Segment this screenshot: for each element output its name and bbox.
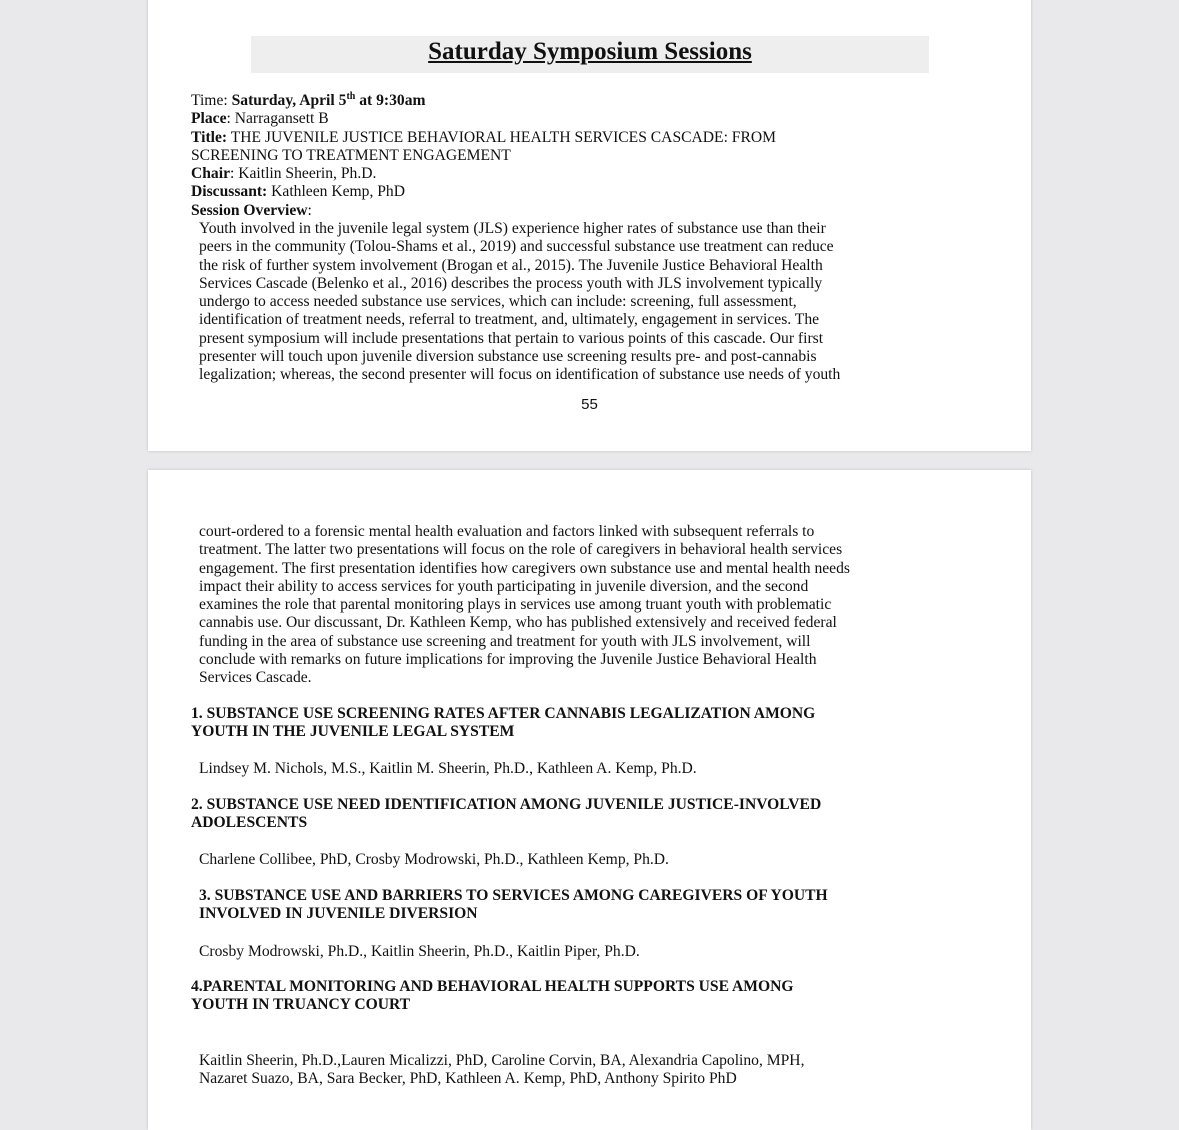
paragraph-line: undergo to access needed substance use services, which can include: screening, full assessment,: [199, 293, 797, 311]
page-title: Saturday Symposium Sessions: [428, 38, 752, 65]
time-value: Saturday, April 5: [231, 92, 347, 109]
paragraph-line: treatment. The latter two presentations will focus on the role of caregivers in behavioral health services: [199, 541, 843, 559]
page-number: 55: [581, 396, 598, 413]
heading-line: 4.PARENTAL MONITORING AND BEHAVIORAL HEALTH SUPPORTS USE AMONG: [191, 978, 794, 995]
paragraph-line: identification of treatment needs, referral to treatment, and, ultimately, engagement in services. The: [199, 311, 820, 329]
overview-paragraph: [199, 220, 840, 385]
paragraph-line: peers in the community (Tolou-Shams et al., 2019) and successful substance use treatment can reduce: [199, 238, 834, 256]
session-details: [191, 92, 851, 220]
paragraph-line: funding in the area of substance use screening and treatment for youth with JLS involvement, will: [199, 632, 811, 650]
presentation-3-authors: Crosby Modrowski, Ph.D., Kaitlin Sheerin, Ph.D., Kaitlin Piper, Ph.D.: [199, 943, 640, 960]
heading-line: 2. SUBSTANCE USE NEED IDENTIFICATION AMONG JUVENILE JUSTICE-INVOLVED: [191, 796, 822, 813]
paragraph-line: Services Cascade.: [199, 669, 312, 687]
discussant-row: [191, 183, 851, 201]
authors-line: Nazaret Suazo, BA, Sara Becker, PhD, Kathleen A. Kemp, PhD, Anthony Spirito PhD: [199, 1070, 737, 1088]
title-row: [191, 129, 851, 147]
paragraph-line: presenter will touch upon juvenile diversion substance use screening results pre- and post-cannabis: [199, 348, 817, 366]
presentation-4-title: [191, 978, 794, 1015]
title-label: Title:: [191, 128, 228, 146]
place-label: Place: [191, 110, 227, 128]
paragraph-line: the risk of further system involvement (Brogan et al., 2015). The Juvenile Justice Behavioral Health: [199, 256, 823, 274]
discussant-label: Discussant:: [191, 183, 268, 201]
presentation-2-authors: Charlene Collibee, PhD, Crosby Modrowski, Ph.D., Kathleen Kemp, Ph.D.: [199, 851, 669, 868]
chair-value: Kaitlin Sheerin, Ph.D.: [238, 165, 377, 183]
document-page-56: [148, 470, 1031, 1130]
time-label: Time: [191, 92, 224, 109]
heading-line: 3. SUBSTANCE USE AND BARRIERS TO SERVICES AMONG CAREGIVERS OF YOUTH: [199, 887, 828, 904]
overview-continuation: [199, 523, 850, 688]
paragraph-line: Youth involved in the juvenile legal system (JLS) experience higher rates of substance use than their: [199, 220, 826, 237]
chair-row: Chair: Kaitlin Sheerin, Ph.D.: [191, 165, 377, 183]
heading-line: YOUTH IN TRUANCY COURT: [191, 996, 411, 1014]
paragraph-line: impact their ability to access services for youth participating in juvenile diversion, and the second: [199, 577, 809, 595]
paragraph-line: cannabis use. Our discussant, Dr. Kathleen Kemp, who has published extensively and received federal: [199, 614, 837, 632]
presentation-1-authors: Lindsey M. Nichols, M.S., Kaitlin M. Sheerin, Ph.D., Kathleen A. Kemp, Ph.D.: [199, 760, 697, 777]
place-value: Narragansett B: [234, 110, 329, 128]
paragraph-line: examines the role that parental monitoring plays in services use among truant youth with problematic: [199, 596, 832, 614]
paragraph-line: legalization; whereas, the second presenter will focus on identification of substance use needs of youth: [199, 366, 841, 384]
paragraph-line: present symposium will include presentations that pertain to various points of this cascade. Our first: [199, 329, 824, 347]
paragraph-line: Services Cascade (Belenko et al., 2016) describes the process youth with JLS involvement typically: [199, 274, 823, 292]
paragraph-line: engagement. The first presentation identifies how caregivers own substance use and mental health needs: [199, 559, 850, 577]
time-value-sup: th: [346, 90, 356, 102]
heading-line: ADOLESCENTS: [191, 814, 308, 832]
presentation-4-authors: [199, 1052, 804, 1089]
presentation-1-title: [191, 705, 815, 742]
heading-line: YOUTH IN THE JUVENILE LEGAL SYSTEM: [191, 723, 515, 741]
authors-line: Kaitlin Sheerin, Ph.D.,Lauren Micalizzi, PhD, Caroline Corvin, BA, Alexandria Capolino, MPH,: [199, 1052, 805, 1069]
session-title-line2: SCREENING TO TREATMENT ENGAGEMENT: [191, 146, 511, 164]
heading-line: 1. SUBSTANCE USE SCREENING RATES AFTER CANNABIS LEGALIZATION AMONG: [191, 705, 816, 722]
paragraph-line: conclude with remarks on future implications for improving the Juvenile Justice Behavioral Health: [199, 651, 817, 669]
place-row: Place: Narragansett B: [191, 110, 329, 128]
document-page-55: [148, 0, 1031, 451]
time-value-suffix: at 9:30am: [355, 92, 426, 109]
heading-line: INVOLVED IN JUVENILE DIVERSION: [199, 905, 478, 923]
discussant-value: Kathleen Kemp, PhD: [271, 183, 405, 201]
session-title-line1: THE JUVENILE JUSTICE BEHAVIORAL HEALTH SERVICES CASCADE: FROM: [230, 128, 776, 146]
time-row: Time: Saturday, April 5th at 9:30am: [191, 90, 426, 109]
chair-label: Chair: [191, 165, 230, 183]
presentation-2-title: [191, 796, 821, 833]
overview-label: Session Overview: [191, 201, 308, 219]
paragraph-line: court-ordered to a forensic mental health evaluation and factors linked with subsequent referrals to: [199, 523, 815, 540]
presentation-3-title: [199, 887, 828, 924]
overview-row: Session Overview:: [191, 201, 312, 219]
